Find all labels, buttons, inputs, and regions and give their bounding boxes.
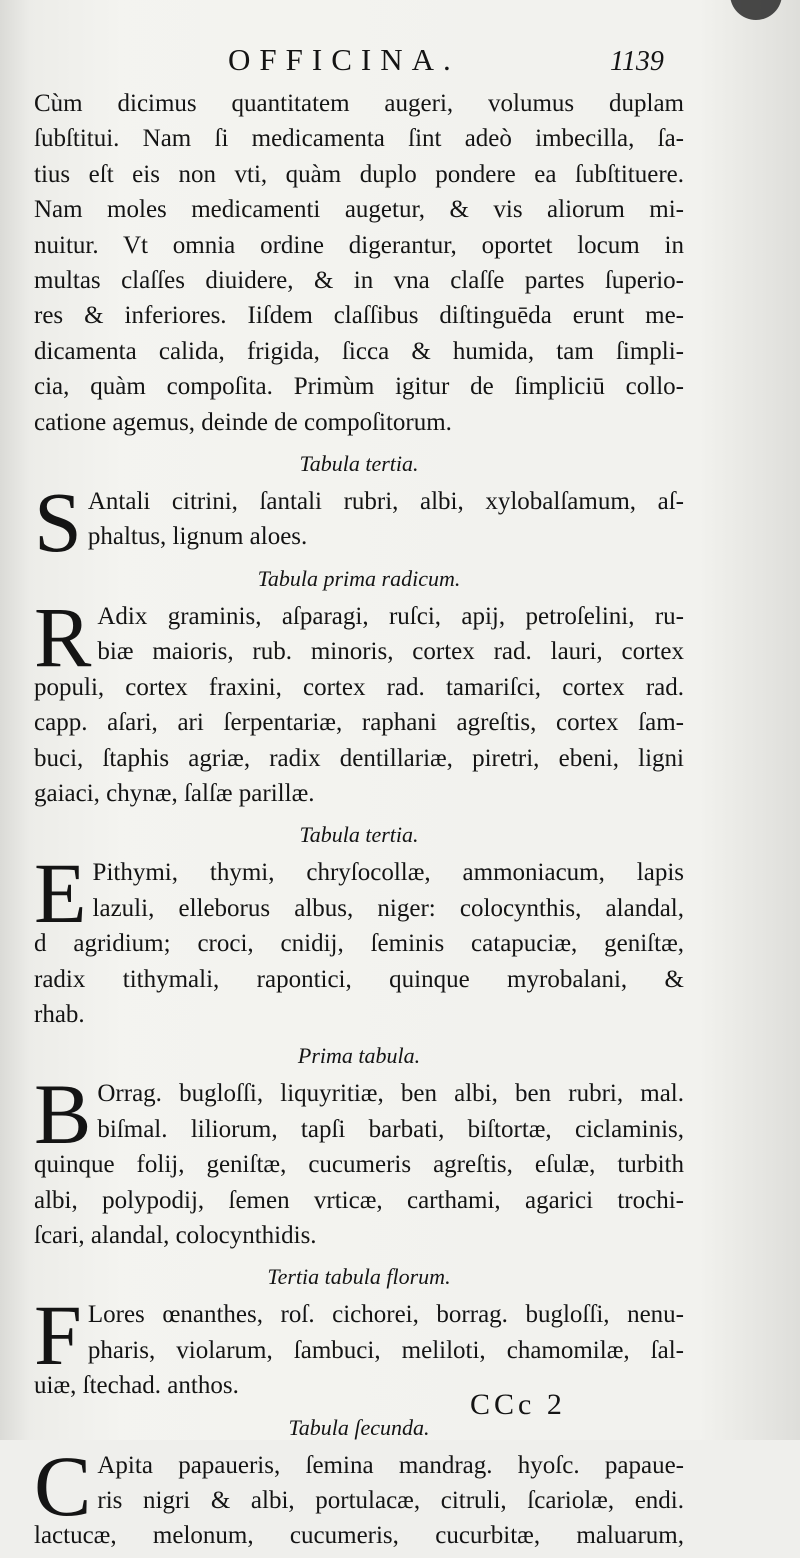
text-line: biſmal. liliorum, tapſi barbati, biſtortæ, ciclaminis, bbox=[97, 1115, 684, 1143]
catchword-signature: CCc 2 bbox=[470, 1388, 566, 1421]
drop-cap-initial: E bbox=[34, 845, 87, 942]
table-section bbox=[34, 1036, 684, 1253]
section-heading: Tertia tabula florum. bbox=[267, 1264, 451, 1290]
section-heading: Tabula tertia. bbox=[299, 822, 419, 848]
text-line: multas claſſes diuidere, & in vna claſſe partes ſuperio- bbox=[34, 267, 684, 295]
text-line: rhab. bbox=[34, 1000, 85, 1028]
section-heading: Tabula ſecunda. bbox=[288, 1414, 430, 1440]
text-line: Antali citrini, ſantali rubri, albi, xylobalſamum, aſ- bbox=[87, 488, 684, 516]
text-line: albi, polypodij, ſemen vrticæ, carthami, agarici trochi- bbox=[34, 1186, 684, 1214]
table-section bbox=[34, 1408, 684, 1554]
text-line: Lores œnanthes, roſ. cichorei, borrag. bugloſſi, nenu- bbox=[87, 1301, 684, 1329]
text-line: phaltus, lignum aloes. bbox=[87, 523, 308, 551]
text-line: catione agemus, deinde de compoſitorum. bbox=[34, 408, 452, 436]
text-line: ſubſtitui. Nam ſi medicamenta ſint adeò imbecilla, ſa- bbox=[34, 125, 684, 153]
text-line: tius eſt eis non vti, quàm duplo pondere ea ſubſtituere. bbox=[34, 160, 684, 188]
section-heading: Prima tabula. bbox=[297, 1043, 421, 1069]
text-line: quinque folij, geniſtæ, cucumeris agreſtis, eſulæ, turbith bbox=[34, 1151, 684, 1179]
table-section bbox=[34, 559, 684, 811]
text-line: Pithymi, thymi, chryſocollæ, ammoniacum, lapis bbox=[92, 859, 684, 887]
text-line: uiæ, ſtechad. anthos. bbox=[34, 1372, 239, 1400]
text-line: capp. aſari, ari ſerpentariæ, raphani agreſtis, cortex ſam- bbox=[34, 709, 684, 737]
text-line: Adix graminis, aſparagi, ruſci, apij, petroſelini, ru- bbox=[97, 602, 684, 630]
drop-cap-initial: F bbox=[34, 1287, 82, 1384]
text-line: nuitur. Vt omnia ordine digerantur, oportet locum in bbox=[34, 231, 684, 259]
running-title: OFFICINA. bbox=[228, 42, 460, 77]
section-heading: Tabula tertia. bbox=[299, 451, 419, 477]
text-line: pharis, violarum, ſambuci, meliloti, chamomilæ, ſal- bbox=[87, 1336, 684, 1364]
page-number: 1139 bbox=[610, 46, 664, 77]
drop-cap-initial: R bbox=[34, 588, 92, 685]
text-line: ſcari, alandal, colocynthidis. bbox=[34, 1221, 317, 1249]
table-section bbox=[34, 1257, 684, 1403]
intro-paragraph bbox=[34, 86, 684, 440]
section-heading: Tabula prima radicum. bbox=[257, 565, 461, 591]
drop-cap-initial: B bbox=[34, 1066, 92, 1163]
text-line: ris nigri & albi, portulacæ, citruli, ſcariolæ, endi. bbox=[97, 1487, 684, 1514]
text-line: populi, cortex fraxini, cortex rad. tamariſci, cortex rad. bbox=[34, 673, 684, 701]
page-header bbox=[0, 42, 800, 86]
text-line: dicamenta calida, frigida, ſicca & humida, tam ſimpli- bbox=[34, 337, 684, 365]
text-line: lactucæ, melonum, cucumeris, cucurbitæ, maluarum, bbox=[34, 1522, 684, 1550]
drop-cap-initial: S bbox=[34, 474, 82, 571]
table-section bbox=[34, 815, 684, 1032]
text-line: Orrag. bugloſſi, liquyritiæ, ben albi, ben rubri, mal. bbox=[97, 1080, 684, 1108]
text-line: res & inferiores. Iiſdem claſſibus diſtinguēda erunt me- bbox=[34, 302, 684, 330]
drop-cap-initial: C bbox=[34, 1437, 92, 1534]
text-line: lazuli, elleborus albus, niger: colocynthis, alandal, bbox=[92, 894, 684, 922]
text-line: buci, ſtaphis agriæ, radix dentillariæ, piretri, ebeni, ligni bbox=[34, 744, 684, 772]
table-section bbox=[34, 444, 684, 571]
text-line: d agridium; croci, cnidij, ſeminis catapuciæ, geniſtæ, bbox=[34, 930, 684, 958]
text-line: biæ maioris, rub. minoris, cortex rad. lauri, cortex bbox=[97, 638, 684, 666]
text-line: cia, quàm compoſita. Primùm igitur de ſimpliciū collo- bbox=[34, 373, 684, 401]
text-line: Nam moles medicamenti augetur, & vis aliorum mi- bbox=[34, 196, 684, 224]
page-body bbox=[34, 86, 684, 1558]
text-line: radix tithymali, rapontici, quinque myrobalani, & bbox=[34, 965, 684, 993]
text-line: Cùm dicimus quantitatem augeri, volumus duplam bbox=[34, 90, 684, 117]
text-line: Apita papaueris, ſemina mandrag. hyoſc. papaue- bbox=[97, 1451, 684, 1479]
text-line: gaiaci, chynæ, ſalſæ parillæ. bbox=[34, 779, 315, 807]
